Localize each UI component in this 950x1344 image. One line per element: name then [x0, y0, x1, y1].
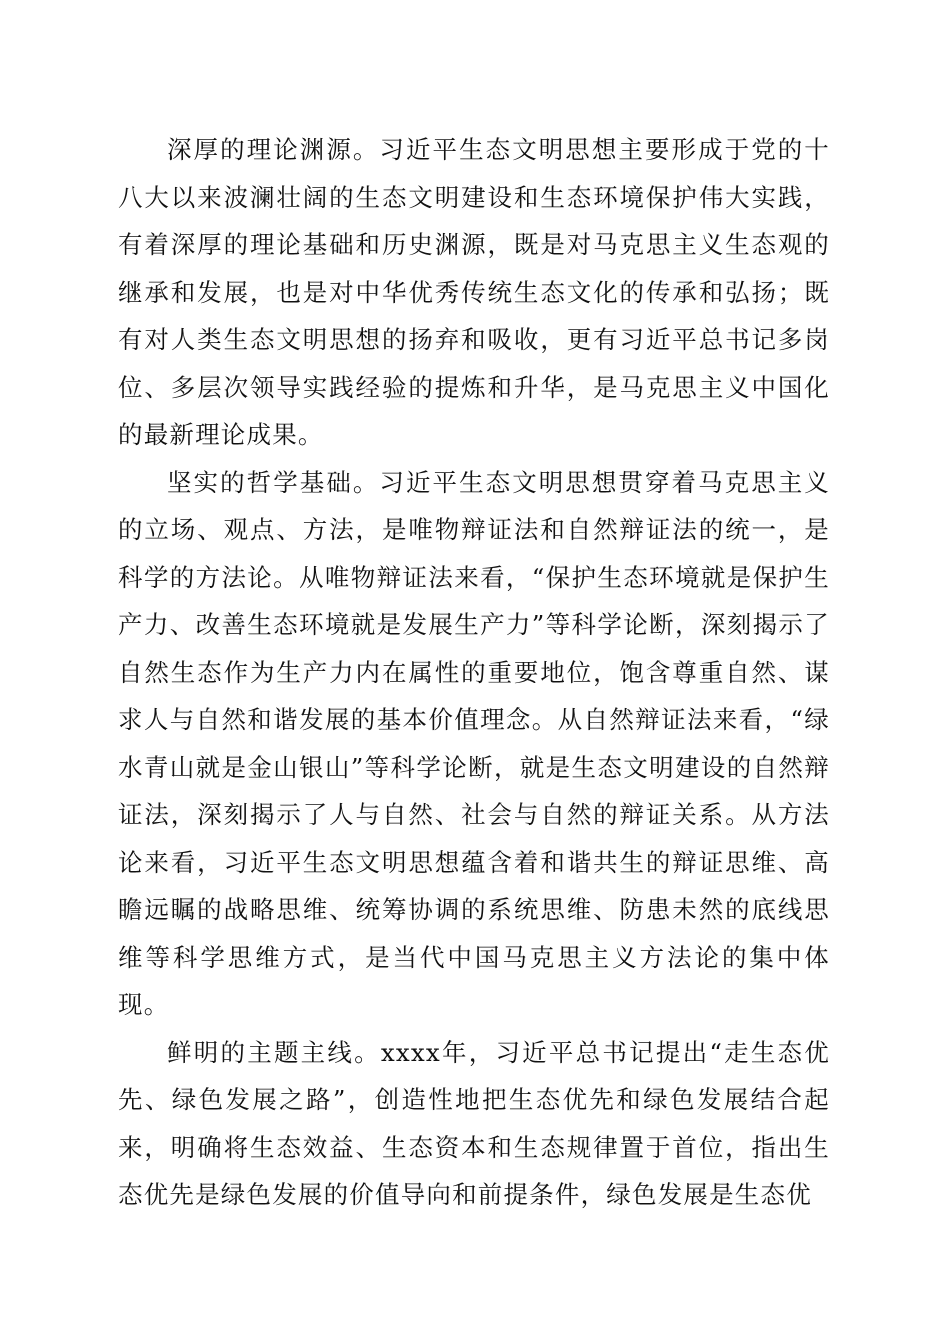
paragraph-main-theme: 鲜明的主题主线。xxxx年，习近平总书记提出“走生态优先、绿色发展之路”，创造性地把生态优先和绿色发展结合起来，明确将生态效益、生态资本和生态规律置于首位，指出生态优先是绿色发展的价值导向和前提条件，绿色发展是生态优 — [118, 1037, 830, 1209]
paragraph-theoretical-origins: 深厚的理论渊源。习近平生态文明思想主要形成于党的十八大以来波澜壮阔的生态文明建设和生态环境保护伟大实践，有着深厚的理论基础和历史渊源，既是对马克思主义生态观的继承和发展，也是对中华优秀传统生态文化的传承和弘扬；既有对人类生态文明思想的扬弃和吸收，更有习近平总书记多岗位、多层次领导实践经验的提炼和升华，是马克思主义中国化的最新理论成果。 — [118, 135, 830, 449]
document-body — [118, 126, 830, 1219]
paragraph-philosophical-foundation: 坚实的哲学基础。习近平生态文明思想贯穿着马克思主义的立场、观点、方法，是唯物辩证法和自然辩证法的统一，是科学的方法论。从唯物辩证法来看，“保护生态环境就是保护生产力、改善生态环境就是发展生产力”等科学论断，深刻揭示了自然生态作为生产力内在属性的重要地位，饱含尊重自然、谋求人与自然和谐发展的基本价值理念。从自然辩证法来看，“绿水青山就是金山银山”等科学论断，就是生态文明建设的自然辩证法，深刻揭示了人与自然、社会与自然的辩证关系。从方法论来看，习近平生态文明思想蕴含着和谐共生的辩证思维、高瞻远瞩的战略思维、统筹协调的系统思维、防患未然的底线思维等科学思维方式，是当代中国马克思主义方法论的集中体现。 — [118, 467, 830, 1019]
